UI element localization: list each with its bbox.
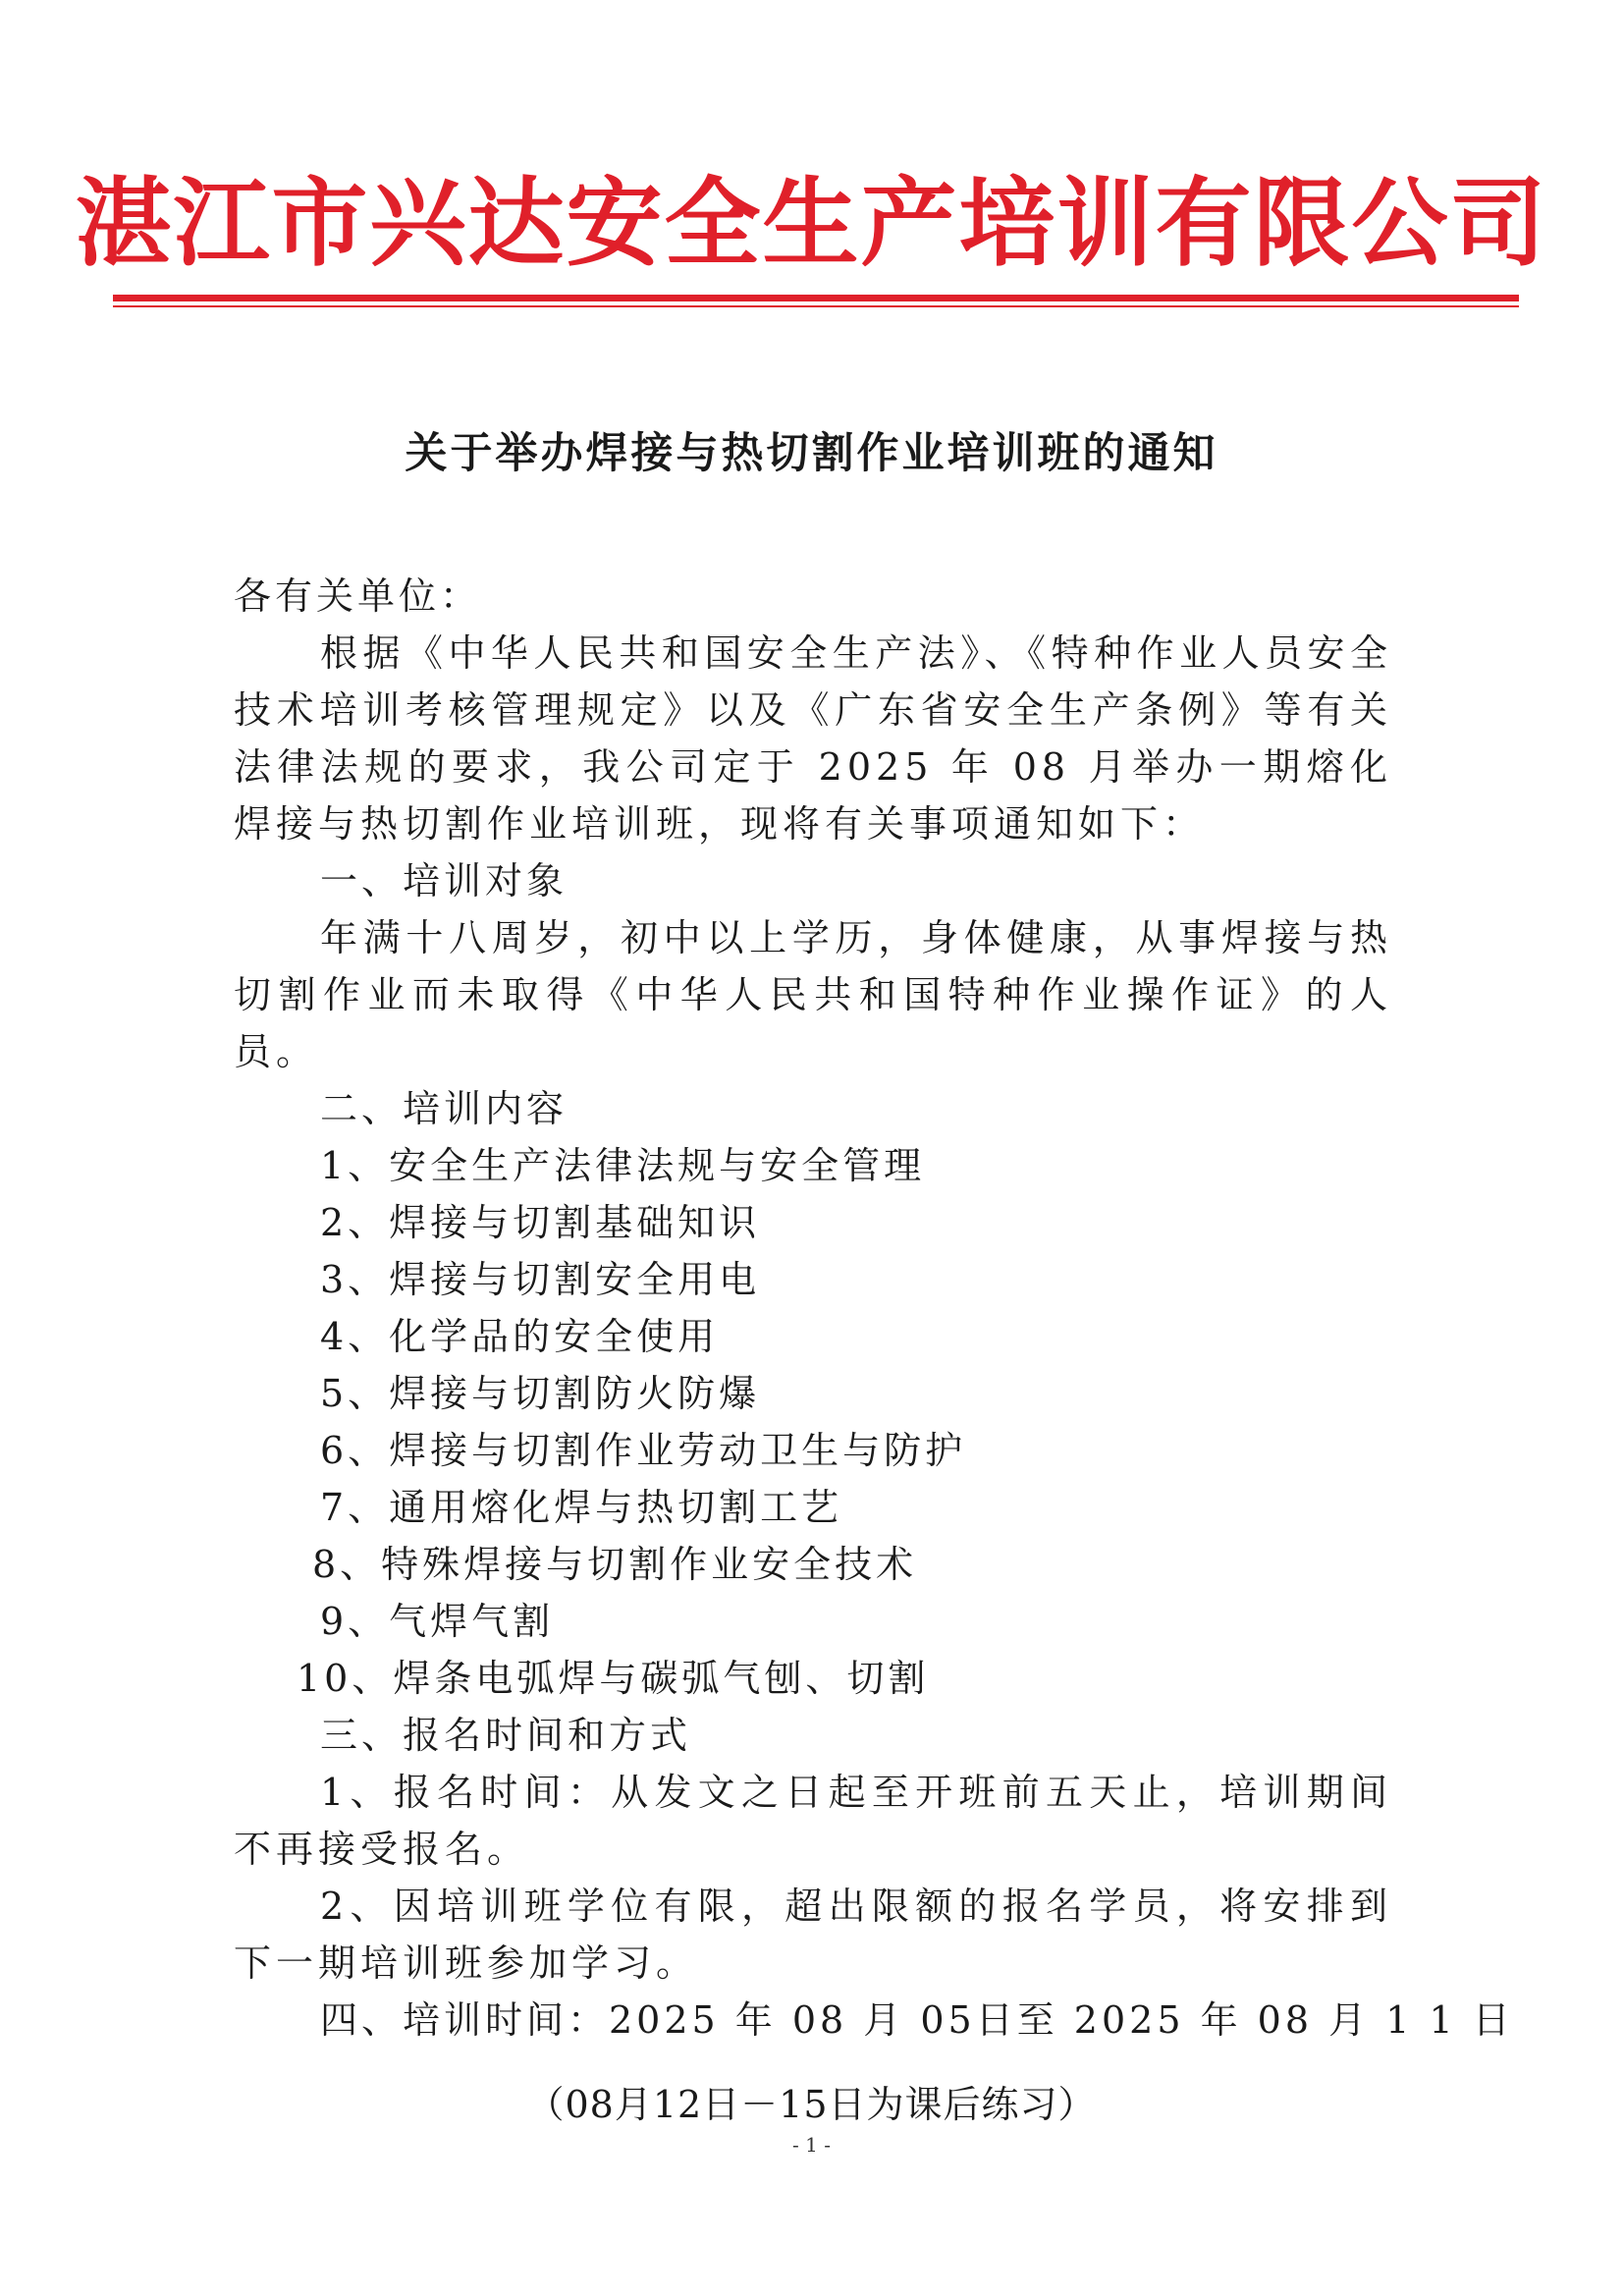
document-title: 关于举办焊接与热切割作业培训班的通知 xyxy=(405,429,1218,478)
page-number: - 1 - xyxy=(792,2133,831,2157)
list-item: 9、气焊气割 xyxy=(320,1600,555,1643)
list-item: 2、焊接与切割基础知识 xyxy=(320,1201,761,1244)
intro-paragraph: 根据《中华人民共和国安全生产法》、《特种作业人员安全技术培训考核管理规定》以及《广东省安全生产条例》等有关法律法规的要求，我公司定于 2025 年 08 月举办一期熔化焊接与热切割作业培训班，现将有关事项通知如下： xyxy=(234,631,1392,846)
salutation: 各有关单位： xyxy=(234,574,482,618)
section-3-heading: 三、报名时间和方式 xyxy=(320,1714,692,1757)
list-item: 8、特殊焊接与切割作业安全技术 xyxy=(312,1543,918,1586)
section-3-item-1: 1、报名时间：从发文之日起至开班前五天止，培训期间不再接受报名。 xyxy=(234,1771,1392,1871)
section-4-heading: 四、培训时间：2025 年 08 月 05日至 2025 年 08 月 1 1 日 xyxy=(320,1998,1514,2042)
practice-schedule-note: （08月12日－15日为课后练习） xyxy=(526,2083,1097,2126)
letterhead-rule-thin xyxy=(113,305,1519,307)
section-3-item-2: 2、因培训班学位有限，超出限额的报名学员，将安排到下一期培训班参加学习。 xyxy=(234,1885,1392,1985)
list-item: 6、焊接与切割作业劳动卫生与防护 xyxy=(320,1429,967,1472)
letterhead-company-name: 湛江市兴达安全生产培训有限公司 xyxy=(75,167,1548,280)
list-item: 7、通用熔化焊与热切割工艺 xyxy=(320,1486,843,1529)
training-content-list xyxy=(234,1137,1392,1707)
section-2-heading: 二、培训内容 xyxy=(320,1087,568,1130)
list-item: 3、焊接与切割安全用电 xyxy=(320,1258,761,1301)
section-1-heading: 一、培训对象 xyxy=(320,859,568,902)
list-item: 4、化学品的安全使用 xyxy=(320,1315,720,1358)
list-item: 1、安全生产法律法规与安全管理 xyxy=(320,1144,926,1187)
section-1-text: 年满十八周岁，初中以上学历，身体健康，从事焊接与热切割作业而未取得《中华人民共和国特种作业操作证》的人员。 xyxy=(234,916,1392,1073)
list-item: 10、焊条电弧焊与碳弧气刨、切割 xyxy=(297,1657,930,1700)
document-body xyxy=(234,568,1514,2049)
list-item: 5、焊接与切割防火防爆 xyxy=(320,1372,761,1415)
letterhead-rule-thick xyxy=(113,295,1519,301)
